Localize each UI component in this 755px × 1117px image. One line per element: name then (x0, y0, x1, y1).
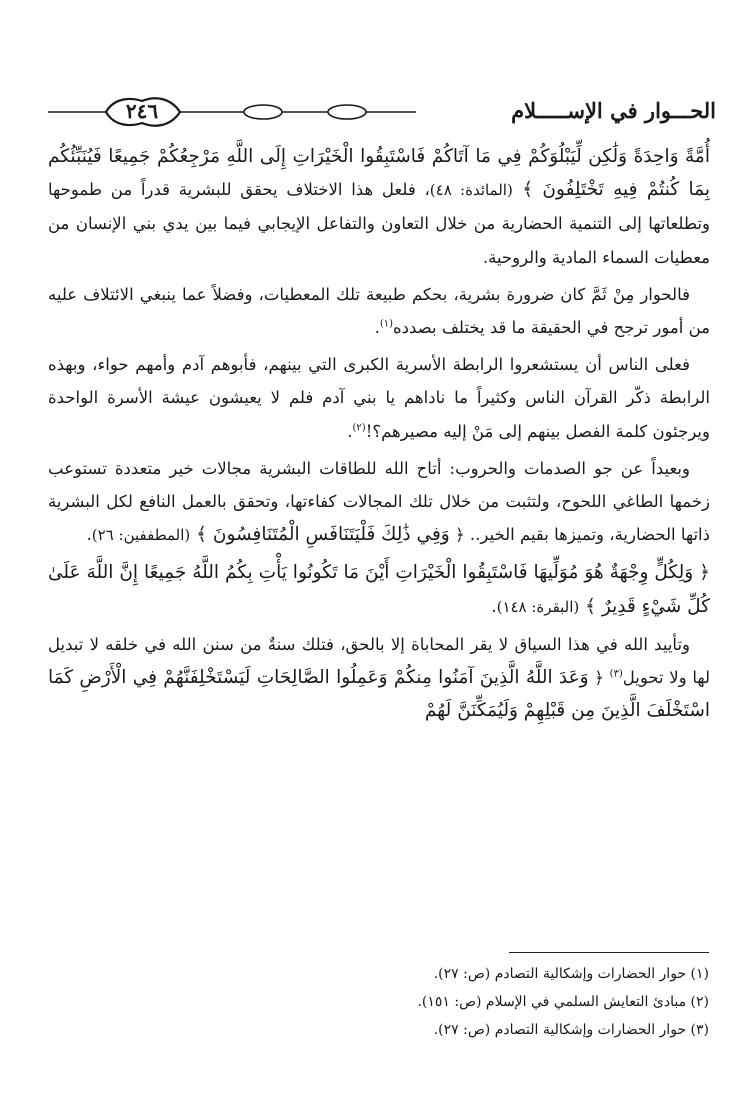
paragraph (48, 348, 710, 448)
paragraph-text: . (347, 421, 353, 441)
footnote-marker: (٣) (609, 668, 623, 680)
paragraph (48, 140, 710, 274)
paragraph-text: وتأييد الله في هذا السياق لا يقر المحاباة إلا بالحق، فتلك سنةٌ من سنن الله في خلقه لا تبديل لها ولا تحويل (48, 634, 710, 688)
footnote-marker: (٢) (352, 422, 366, 434)
quran-verse: وَفِي ذَٰلِكَ فَلْيَتَنَافَسِ الْمُتَنَافِسُونَ ﴾ (190, 524, 450, 546)
running-title: الحـــوار في الإســـــلام (511, 98, 716, 123)
paragraph-text: . (374, 318, 380, 338)
footnote-separator (509, 952, 709, 953)
paragraph-text: وبعيداً عن جو الصدمات والحروب: أتاح الله للطاقات البشرية مجالات خير متعددة تستوعب زخمها الطاغي اللحوح، ولتثبت من خلال تلك المجالات كفاءتها، وتحقق بالعمل النافع لكل البشرية ذاتها الحضارية، وتميزها بقيم الخير.. ﴿ (48, 458, 710, 545)
footnotes (49, 960, 709, 1044)
body-text (48, 140, 710, 731)
paragraph-text: فعلى الناس أن يستشعروا الرابطة الأسرية الكبرى التي بينهم، فأبوهم آدم وأمهم حواء، وبهذه الرابطة ذكّر القرآن الناس وكثيراً ما ناداهم يا بني آدم فلم لا يعيشون عيشة الأسرة الواحدة ويرجئون كلمة الفصل بينهم إلى مَنْ إليه مصيرهم؟! (48, 355, 710, 441)
paragraph-text: فالحوار مِنْ ثَمَّ كان ضرورة بشرية، بحكم طبيعة تلك المعطيات، وفضلاً عما ينبغي الائتلاف عليه من أمور ترجح في الحقيقة ما قد يختلف بصدده (48, 284, 710, 338)
verse-reference: (المائدة: ٤٨) (429, 181, 513, 200)
paragraph-text: . (491, 596, 497, 616)
quran-verse: ﴿ وَلِكُلٍّ وِجْهَةٌ هُوَ مُوَلِّيهَا فَاسْتَبِقُوا الْخَيْرَاتِ أَيْنَ مَا تَكُونُوا يَأْتِ بِكُمُ اللَّهُ جَمِيعًا إِنَّ اللَّهَ عَلَىٰ كُلِّ شَيْءٍ قَدِيرٌ ﴾ (48, 562, 710, 617)
footnote-1: (١) حوار الحضارات وإشكالية التصادم (ص: ٢٧). (433, 966, 709, 982)
paragraph (48, 556, 710, 623)
verse-reference: (المطففين: ٢٦) (91, 526, 191, 545)
paragraph (48, 452, 710, 553)
page-number: ٢٤٦ (125, 99, 159, 123)
paragraph-text: ، فلعل هذا الاختلاف يحقق للبشرية قدراً من طموحها وتطلعاتها إلى التنمية الحضارية من خلال التعاون والتفاعل الإيجابي فيما بين يدي بني الإنسان من معطيات السماء المادية والروحية. (48, 180, 710, 267)
paragraph (48, 278, 710, 344)
quran-verse: وَعَدَ اللَّهُ الَّذِينَ آمَنُوا مِنكُمْ وَعَمِلُوا الصَّالِحَاتِ لَيَسْتَخْلِفَنَّهُمْ فِي الْأَرْضِ كَمَا اسْتَخْلَفَ الَّذِينَ مِن قَبْلِهِمْ وَلَيُمَكِّنَنَّ لَهُمْ (48, 667, 710, 722)
quran-verse: أُمَّةً وَاحِدَةً وَلَٰكِن لِّيَبْلُوَكُمْ فِي مَا آتَاكُمْ فَاسْتَبِقُوا الْخَيْرَاتِ إِلَى اللَّهِ مَرْجِعُكُمْ جَمِيعًا فَيُنَبِّئُكُم بِمَا كُنتُمْ فِيهِ تَخْتَلِفُونَ ﴾ (48, 146, 710, 201)
footnote-marker: (١) (379, 318, 394, 330)
verse-reference: (البقرة: ١٤٨) (496, 597, 580, 616)
paragraph (48, 628, 710, 728)
footnote-3: (٣) حوار الحضارات وإشكالية التصادم (ص: ٢٧). (433, 1022, 709, 1038)
paragraph-text: ﴿ (588, 668, 610, 688)
footnote-2: (٢) مبادئ التعايش السلمي في الإسلام (ص: ١٥١). (417, 994, 709, 1010)
paragraph-text: . (86, 525, 92, 545)
page-header (44, 92, 716, 132)
